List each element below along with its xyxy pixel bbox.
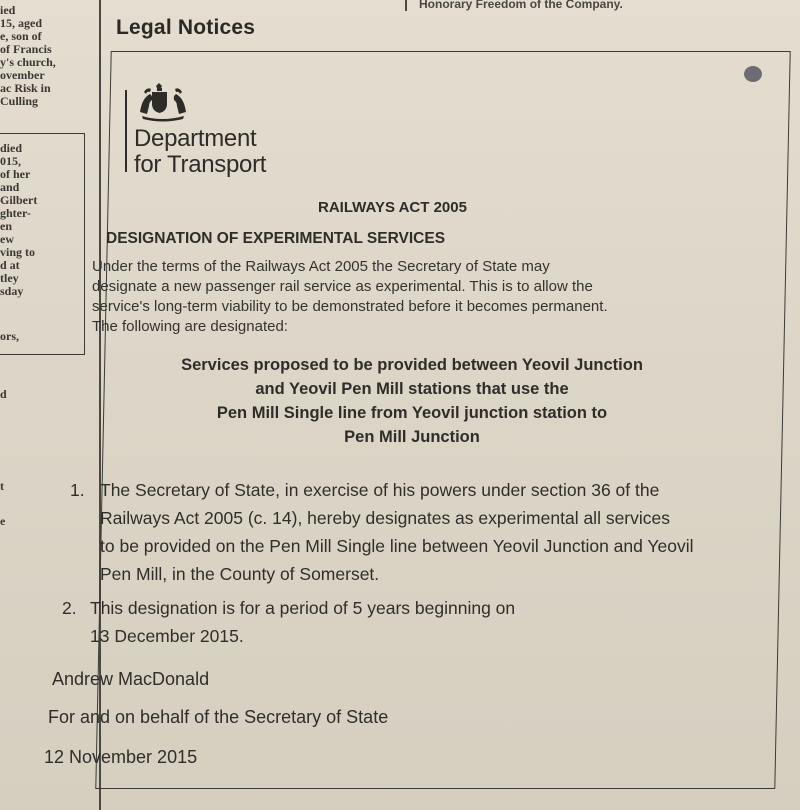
divider	[405, 0, 407, 11]
list-item	[70, 476, 693, 588]
logo-line-for-transport: for Transport	[134, 151, 267, 178]
signature-date: 12 November 2015	[44, 747, 198, 767]
left-fragment-e: t	[0, 479, 4, 493]
left-fragment-b: died 015, of her and Gilbert ghter- en ew ving to d at tley sday	[0, 141, 38, 298]
act-title: RAILWAYS ACT 2005	[318, 199, 467, 216]
left-fragment-a: ied 15, aged e, son of of Francis y's church, ovember ac Risk in Culling	[0, 3, 56, 108]
services-heading: Services proposed to be provided between Yeovil Junction and Yeovil Pen Mill stations that use the Pen Mill Single line from Yeovil junction station to Pen Mill Junction	[181, 356, 643, 446]
designation-title: DESIGNATION OF EXPERIMENTAL SERVICES	[106, 230, 446, 247]
list-item-text: This designation is for a period of 5 years beginning on 13 December 2015.	[90, 598, 516, 646]
logo-bar	[125, 90, 127, 172]
pin-dot	[744, 66, 762, 82]
signatory-name: Andrew MacDonald	[52, 669, 210, 689]
logo-line-department: Department	[134, 125, 257, 152]
left-fragment-c: ors,	[0, 329, 19, 343]
intro-paragraph: Under the terms of the Railways Act 2005 the Secretary of State may designate a new passenger rail service as experimental. This is to allow the service's long-term viability to be demonstrated before it becomes permanent. The following are designated:	[92, 258, 608, 335]
list-item-text: The Secretary of State, in exercise of his powers under section 36 of the Railways Act 2005 (c. 14), hereby designates as experimental all services to be provided on the Pen Mill Single line between Yeovil Junction and Yeovil Pen Mill, in the County of Somerset.	[100, 480, 694, 584]
signatory-role: For and on behalf of the Secretary of State	[48, 707, 389, 727]
top-strip: Honorary Freedom of the Company.	[405, 0, 623, 11]
left-fragment-d: d	[0, 387, 7, 401]
list-item-number: 2.	[62, 598, 77, 618]
list-item	[62, 594, 515, 650]
left-fragment-f: e	[0, 514, 6, 528]
section-title: Legal Notices	[116, 16, 256, 39]
list-item-number: 1.	[70, 480, 85, 500]
royal-crest-icon	[136, 82, 190, 122]
